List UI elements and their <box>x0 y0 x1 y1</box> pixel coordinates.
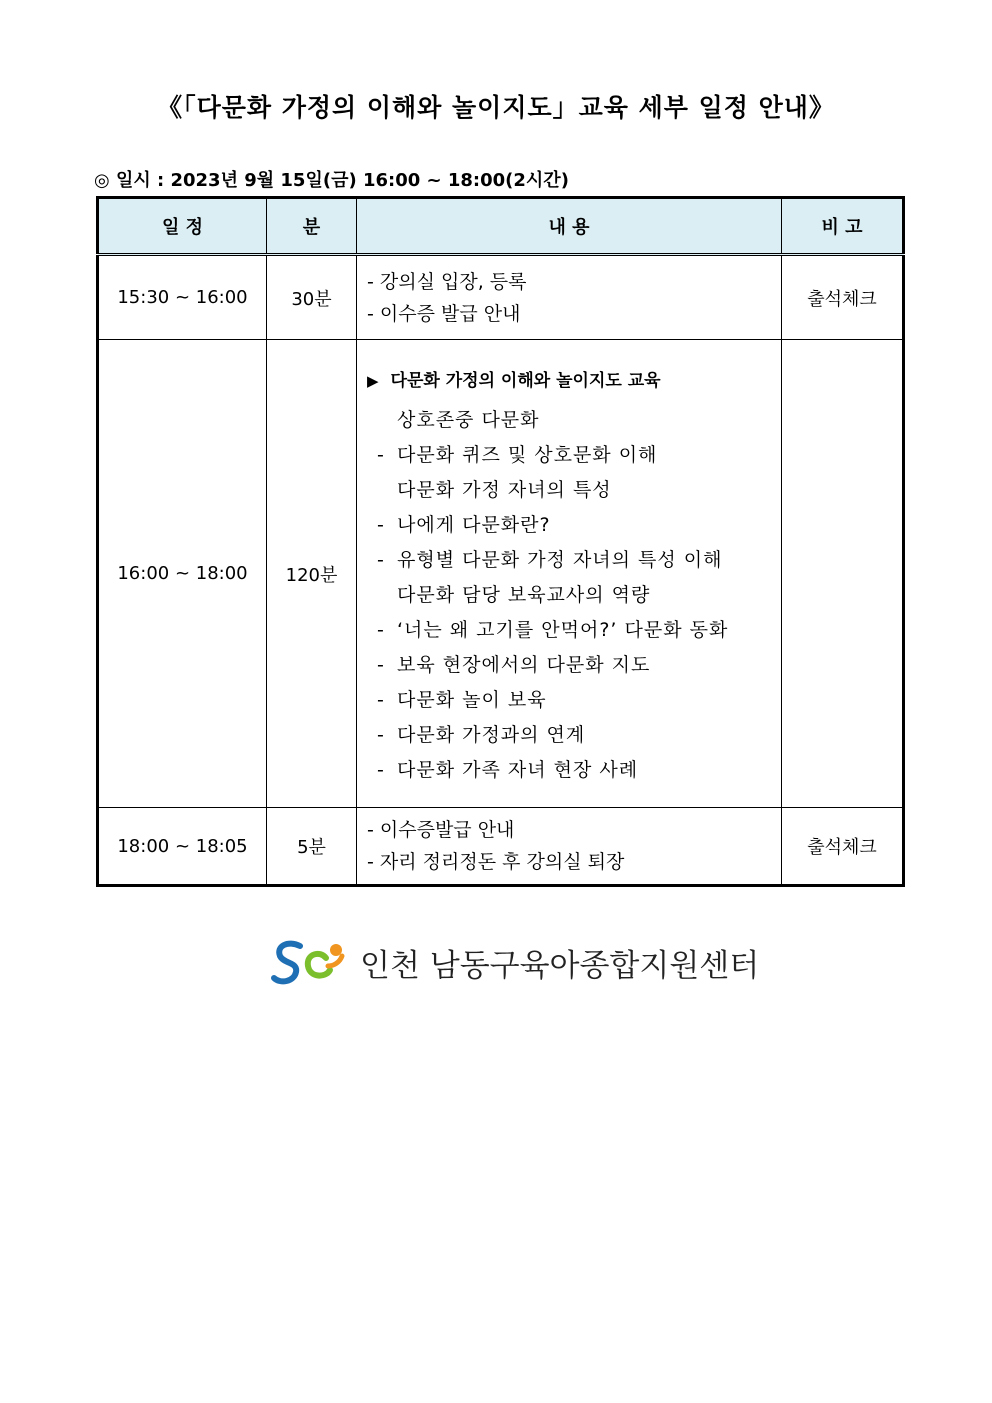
list-item-text: 다문화 담당 보육교사의 역량 <box>397 584 651 606</box>
list-dash: - <box>377 759 385 781</box>
list-dash: - <box>377 724 385 746</box>
table-row <box>98 340 904 808</box>
list-item-text: 보육 현장에서의 다문화 지도 <box>397 654 651 676</box>
minutes-cell: 120분 <box>267 340 357 808</box>
list-item-text: 상호존중 다문화 <box>397 409 540 431</box>
list-item <box>367 753 781 788</box>
triangle-right-icon: ▶ <box>367 372 379 390</box>
header-minutes: 분 <box>267 198 357 255</box>
list-item-text: 유형별 다문화 가정 자녀의 특성 이해 <box>397 549 723 571</box>
list-item <box>367 648 781 683</box>
page-title: 《「다문화 가정의 이해와 놀이지도」교육 세부 일정 안내》 <box>157 93 835 122</box>
content-line: - 강의실 입장, 등록 <box>367 270 527 293</box>
list-item-text: 다문화 가족 자녀 현장 사례 <box>397 759 639 781</box>
list-item <box>367 683 781 718</box>
list-item <box>367 403 781 438</box>
schedule-table <box>96 196 905 887</box>
content-line: - 자리 정리정돈 후 강의실 퇴장 <box>367 851 625 873</box>
minutes-cell: 5분 <box>267 808 357 886</box>
note-cell <box>782 340 904 808</box>
list-dash: - <box>377 689 385 711</box>
list-item-text: 나에게 다문화란? <box>397 514 551 536</box>
time-cell: 15:30 ~ 16:00 <box>98 255 267 340</box>
schedule-date: ◎ 일시 : 2023년 9월 15일(금) 16:00 ~ 18:00(2시간) <box>94 170 569 191</box>
table-header-row <box>98 198 904 255</box>
list-item <box>367 438 781 473</box>
content-line: - 이수증발급 안내 <box>367 819 515 841</box>
list-item <box>367 578 781 613</box>
list-dash: - <box>377 619 385 641</box>
time-cell: 16:00 ~ 18:00 <box>98 340 267 808</box>
list-item-text: 다문화 가정과의 연계 <box>397 724 586 746</box>
list-dash: - <box>377 549 385 571</box>
list-item <box>367 508 781 543</box>
list-item <box>367 613 781 648</box>
list-item-text: 다문화 가정 자녀의 특성 <box>397 479 612 501</box>
header-schedule: 일 정 <box>98 198 267 255</box>
content-list <box>367 403 781 788</box>
time-cell: 18:00 ~ 18:05 <box>98 808 267 886</box>
list-dash: - <box>377 514 385 536</box>
list-item-text: 다문화 놀이 보육 <box>397 689 547 711</box>
table-row <box>98 255 904 340</box>
center-name: 인천 남동구육아종합지원센터 <box>360 947 760 984</box>
note-cell: 출석체크 <box>782 808 904 886</box>
list-item-text: ‘너는 왜 고기를 안먹어?’ 다문화 동화 <box>397 619 729 641</box>
content-cell <box>357 255 782 340</box>
content-line: - 이수증 발급 안내 <box>367 302 521 325</box>
list-dash: - <box>377 654 385 676</box>
section-heading <box>367 366 781 391</box>
section-heading-text: 다문화 가정의 이해와 놀이지도 교육 <box>390 371 661 391</box>
table-row <box>98 808 904 886</box>
footer-logo <box>270 936 759 988</box>
list-item <box>367 543 781 578</box>
center-logo-icon <box>270 936 350 988</box>
note-cell: 출석체크 <box>782 255 904 340</box>
header-content: 내 용 <box>357 198 782 255</box>
list-item-text: 다문화 퀴즈 및 상호문화 이해 <box>397 444 658 466</box>
content-cell <box>357 340 782 808</box>
minutes-cell: 30분 <box>267 255 357 340</box>
list-dash: - <box>377 444 385 466</box>
list-item <box>367 718 781 753</box>
content-cell <box>357 808 782 886</box>
header-note: 비 고 <box>782 198 904 255</box>
list-item <box>367 473 781 508</box>
